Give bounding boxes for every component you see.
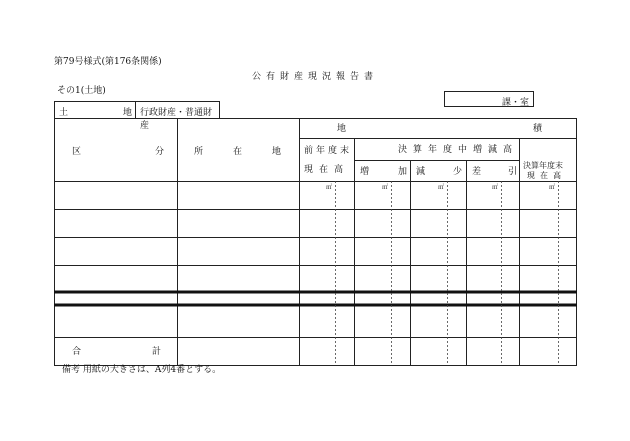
unit-increase: ㎡ — [382, 184, 389, 191]
header-decrease-1: 減 — [416, 167, 426, 177]
header-area-right: 積 — [533, 124, 543, 134]
header-location-3: 地 — [272, 147, 282, 157]
header-increase-1: 増 — [360, 167, 370, 177]
unit-current: ㎡ — [549, 184, 556, 191]
unit-decrease: ㎡ — [438, 184, 445, 191]
header-location-1: 所 — [194, 147, 204, 157]
header-prev-year-line1: 前年度末 — [304, 146, 353, 156]
part-label: その1(土地) — [57, 86, 106, 96]
category-label-right: 地 — [123, 108, 133, 118]
footnote: 備考 用紙の大きさは、A列4番とする。 — [62, 365, 222, 375]
total-label-right: 計 — [152, 347, 162, 357]
header-diff-1: 差 — [472, 167, 482, 177]
header-diff-2: 引 — [508, 167, 518, 177]
document-title: 公有財産現況報告書 — [251, 72, 378, 82]
header-division-right: 分 — [155, 147, 165, 157]
header-prev-year-line2: 現在高 — [304, 165, 350, 175]
header-location-2: 在 — [233, 147, 243, 157]
category-value: 行政財産・普通財産 — [140, 108, 213, 131]
department-label: 課・室 — [501, 98, 529, 108]
unit-prev-year: ㎡ — [326, 184, 333, 191]
header-current-line2: 現在高 — [527, 171, 566, 180]
header-decrease-2: 少 — [453, 167, 463, 177]
header-change-label: 決算年度中増減高 — [398, 145, 519, 155]
header-division-left: 区 — [72, 147, 82, 157]
header-area-left: 地 — [337, 124, 347, 134]
form-number: 第79号様式(第176条関係) — [54, 57, 162, 67]
header-increase-2: 加 — [398, 167, 408, 177]
header-current-line1: 決算年度末 — [523, 161, 563, 170]
unit-difference: ㎡ — [492, 184, 499, 191]
total-label-left: 合 — [72, 347, 82, 357]
category-label-left: 土 — [59, 108, 70, 118]
